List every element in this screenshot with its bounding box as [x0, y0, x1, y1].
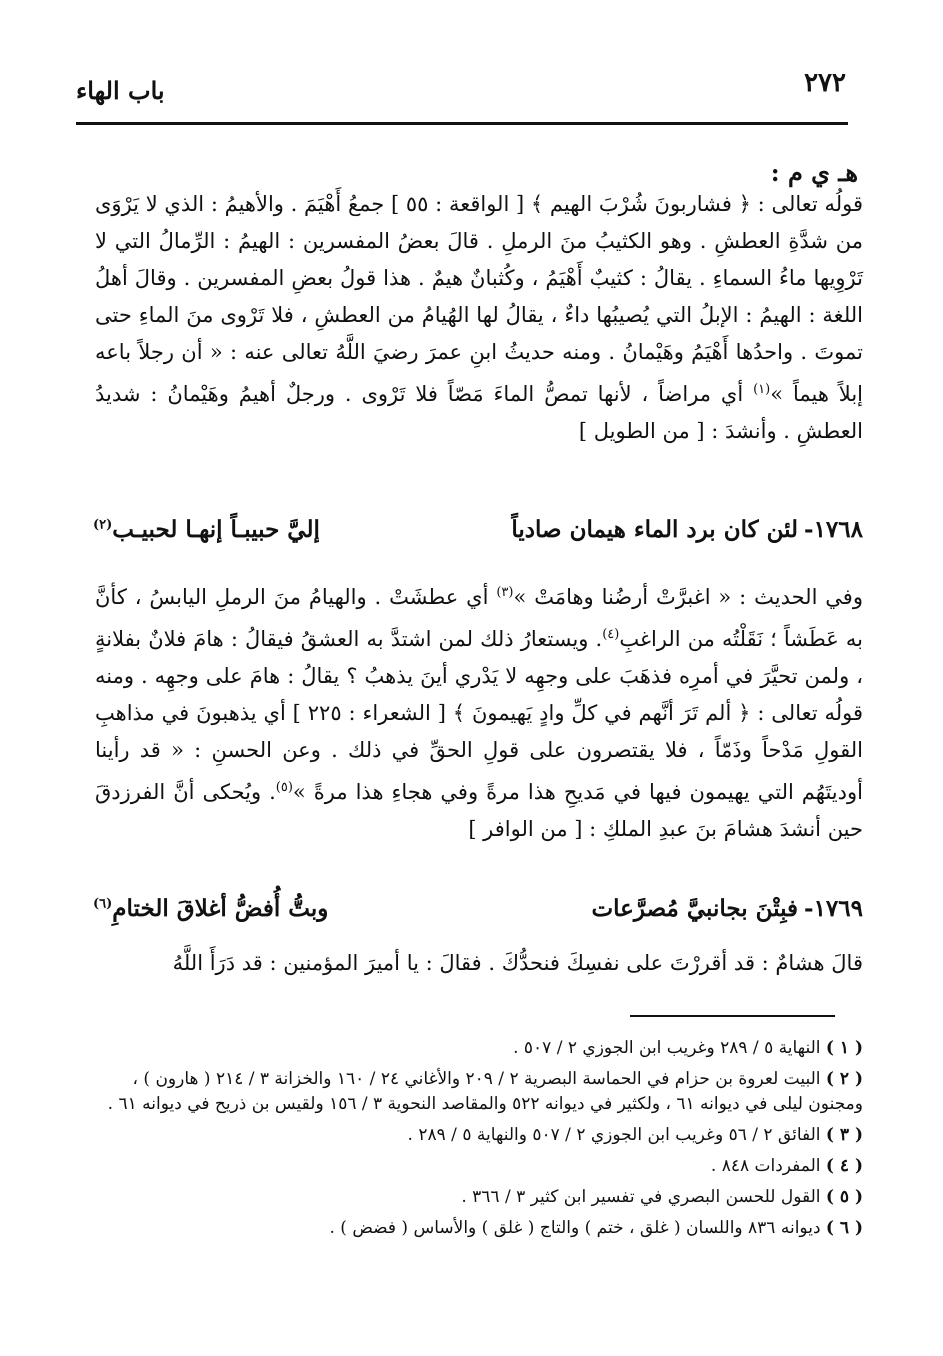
verse-1768-first-hemistich: [511, 516, 863, 543]
footnotes: [93, 1036, 863, 1247]
verse-1768-number: ١٧٦٨-: [804, 516, 863, 543]
footnote-rule: [630, 1015, 835, 1017]
paragraph-2: [95, 574, 863, 848]
paragraph-2-end: . ويستعارُ ذلك لمن اشتدَّ به العشقُ فيقالُ : هامَ فلانٌ بفلانةٍ ، ولمن تحيَّرَ في أمرِه فذهَبَ على وجهِه لا يَدْري أينَ يذهبُ ؟ يقالُ : هامَ على وجهِه . ومنه قولُه تعالى : ﴿ ألم تَرَ أنَّهم في كلِّ وادٍ يَهيمونَ ﴾ [ الشعراء : ٢٢٥ ] أي يذهبونَ في مذاهبِ القولِ مَدْحاً وذَمّاً ، فلا يقتصرون على قولِ الحقِّ في ذلك . وعن الحسنِ : « قد رأينا أوديتَهُم التي يهيمون فيها في مَديحِ هذا مرةً وفي هجاءِ هذا مرةً »: [95, 627, 863, 804]
footnote-ref-5[interactable]: (٥): [275, 780, 293, 795]
footnote-text: النهاية ٥ / ٢٨٩ وغريب ابن الجوزي ٢ / ٥٠٧ .: [513, 1038, 821, 1058]
verse-1769-second-text: وبتُّ أُفضُّ أغلاقَ الختامِ: [112, 895, 329, 922]
footnote-ref-4[interactable]: (٤): [602, 627, 620, 642]
footnote-number: ( ٦ ): [825, 1218, 863, 1238]
page-number: ٢٧٢: [804, 68, 846, 98]
verse-1769-first-hemistich: [592, 895, 863, 922]
header-rule: [76, 122, 848, 125]
footnote-2: [93, 1067, 863, 1117]
footnote-4: [93, 1154, 863, 1179]
paragraph-2-mid: أي عطشَتْ . والهيامُ منَ الرملِ اليابسُ ، كأنَّ به عَطَشاً ؛ نَقَلْتُه من الراغبِ: [95, 585, 863, 651]
footnote-text: ديوانه ٨٣٦ واللسان ( غلق ، ختم ) والتاج ( غلق ) والأساس ( فضض ) .: [329, 1218, 821, 1238]
footnote-ref-1[interactable]: (١): [753, 382, 771, 397]
section-title: باب الهاء: [76, 76, 165, 105]
paragraph-3: قالَ هشامٌ : قد أقررْتَ على نفسِكَ فنحدُّكَ . فقالَ : يا أميرَ المؤمنين : قد دَرَأَ اللَّهُ: [172, 951, 863, 975]
verse-1769-second-hemistich: [93, 895, 328, 922]
footnote-text: المفردات ٨٤٨ .: [710, 1156, 821, 1176]
verse-1768-second-text: إليَّ حبيبـاً إنهـا لحبيـب: [112, 516, 320, 543]
paragraph-1-text: قولُه تعالى : ﴿ فشاربونَ شُرْبَ الهيم ﴾ [ الواقعة : ٥٥ ] جمعُ أَهْيَمَ . والأهيمُ : الذي لا يَرْوَى من شدَّةِ العطشِ . وهو الكثيبُ منَ الرملِ . قالَ بعضُ المفسرين : الهيمُ : الرِّمالُ التي لا تَرْوِيها ماءُ السماءِ . يقالُ : كثيبٌ أَهْيَمُ ، وكُثبانٌ هيمٌ . هذا قولُ بعضِ المفسرين . وقالَ أهلُ اللغة : الهيمُ : الإبلُ التي يُصيبُها داءٌ ، يقالُ لها الهُيامُ من العطشِ ، فلا تَرْوى منَ الماءِ حتى تموتَ . واحدُها أَهْيَمُ وهَيْمانُ . ومنه حديثُ ابنِ عمرَ رضيَ اللَّهُ تعالى عنه : « أن رجلاً باعه إبلاً هيماً »: [95, 192, 863, 406]
footnote-text: القول للحسن البصري في تفسير ابن كثير ٣ / ٣٦٦ .: [461, 1187, 821, 1207]
verse-1769-number: ١٧٦٩-: [804, 895, 863, 922]
footnote-3: [93, 1123, 863, 1148]
verse-1768: [93, 516, 863, 552]
footnote-number: ( ١ ): [825, 1038, 863, 1058]
running-head: [76, 68, 846, 108]
footnote-number: ( ٢ ): [825, 1069, 863, 1089]
footnote-ref-2[interactable]: (٢): [93, 517, 113, 533]
footnote-ref-3[interactable]: (٣): [496, 585, 514, 600]
footnote-5: [93, 1185, 863, 1210]
paragraph-1: [95, 186, 863, 450]
footnote-number: ( ٥ ): [825, 1187, 863, 1207]
footnote-1: [93, 1036, 863, 1061]
footnote-ref-6[interactable]: (٦): [93, 896, 113, 912]
footnote-number: ( ٣ ): [825, 1125, 863, 1145]
verse-1768-second-hemistich: [93, 516, 320, 543]
footnote-6: [93, 1216, 863, 1241]
paragraph-2-text: وفي الحديث : « اغبرَّتْ أرضُنا وهامَتْ »: [513, 585, 863, 609]
paragraph-1-end: أي مراضاً ، لأنها تمصُّ الماءَ مَصّاً فلا تَرْوى . ورجلٌ أهيمُ وهَيْمانُ : شديدُ العطشِ . وأنشدَ : [ من الطويل ]: [95, 382, 863, 443]
footnote-text: البيت لعروة بن حزام في الحماسة البصرية ٢ / ٢٠٩ والأغاني ٢٤ / ١٦٠ والخزانة ٣ / ٢١٤ ( هارون ) ، ومجنون ليلى في ديوانه ٦١ ، ولكثير في ديوانه ٥٢٢ والمقاصد النحوية ٣ / ١٥٦ ولقيس بن ذريح في ديوانه ٦١ .: [107, 1069, 863, 1114]
verse-1769: [93, 895, 863, 931]
footnote-text: الفائق ٢ / ٥٦ وغريب ابن الجوزي ٢ / ٥٠٧ والنهاية ٥ / ٢٨٩ .: [407, 1125, 821, 1145]
footnote-number: ( ٤ ): [825, 1156, 863, 1176]
paragraph-2-tail: . ويُحكى أنَّ الفرزدقَ حين أنشدَ هشامَ بنَ عبدِ الملكِ : [ من الوافر ]: [95, 780, 863, 841]
root-heading: هـ ي م :: [770, 158, 858, 187]
verse-1769-first-text: فبِتْنَ بجانبيَّ مُصرَّعات: [591, 895, 799, 922]
verse-1768-first-text: لئن كان برد الماء هيمان صادياً: [511, 516, 799, 543]
